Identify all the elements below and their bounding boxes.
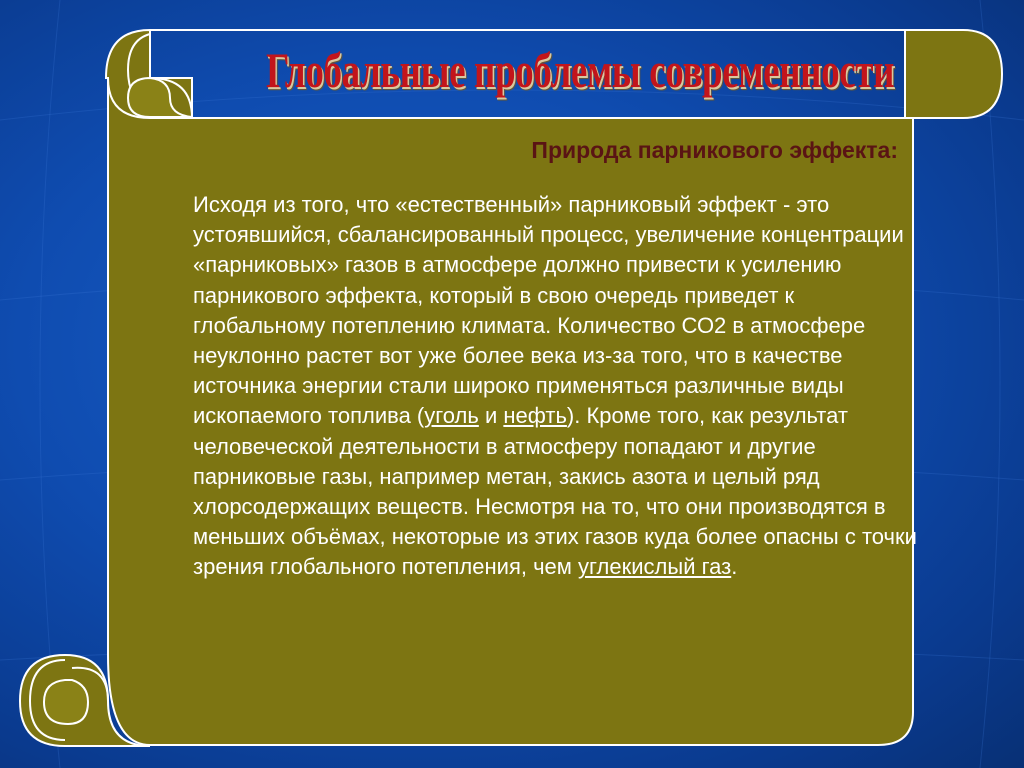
link-coal[interactable]: уголь — [424, 403, 479, 429]
body-text-part-2: и — [478, 403, 504, 429]
link-carbon-dioxide[interactable]: углекислый газ — [578, 554, 732, 580]
body-text-part-3: ). Кроме того, как результат человеческой деятельности в атмосферу попадают и другие парниковые газы, например метан, закись азота и целый ряд хлорсодержащих веществ. Несмотря на то, что они производятся в меньших объёмах, некоторые из этих газов куда более опасны с точки зрения глобального потепления, чем — [193, 403, 917, 580]
slide-title: Глобальные проблемы современности — [265, 42, 895, 98]
slide-subtitle: Природа парникового эффекта: — [531, 137, 898, 163]
body-text-part-4: . — [731, 554, 738, 580]
body-paragraph — [193, 190, 928, 583]
link-oil[interactable]: нефть — [503, 403, 567, 429]
body-text-part-1: Исходя из того, что «естественный» парниковый эффект - это устоявшийся, сбалансированный процесс, увеличение концентрации «парниковых» газов в атмосфере должно привести к усилению парникового эффекта, который в свою очередь приведет к глобальному потеплению климата. Количество СО2 в атмосфере неуклонно растет вот уже более века из-за того, что в качестве источника энергии стали широко применяться различные виды ископаемого топлива ( — [193, 192, 904, 429]
